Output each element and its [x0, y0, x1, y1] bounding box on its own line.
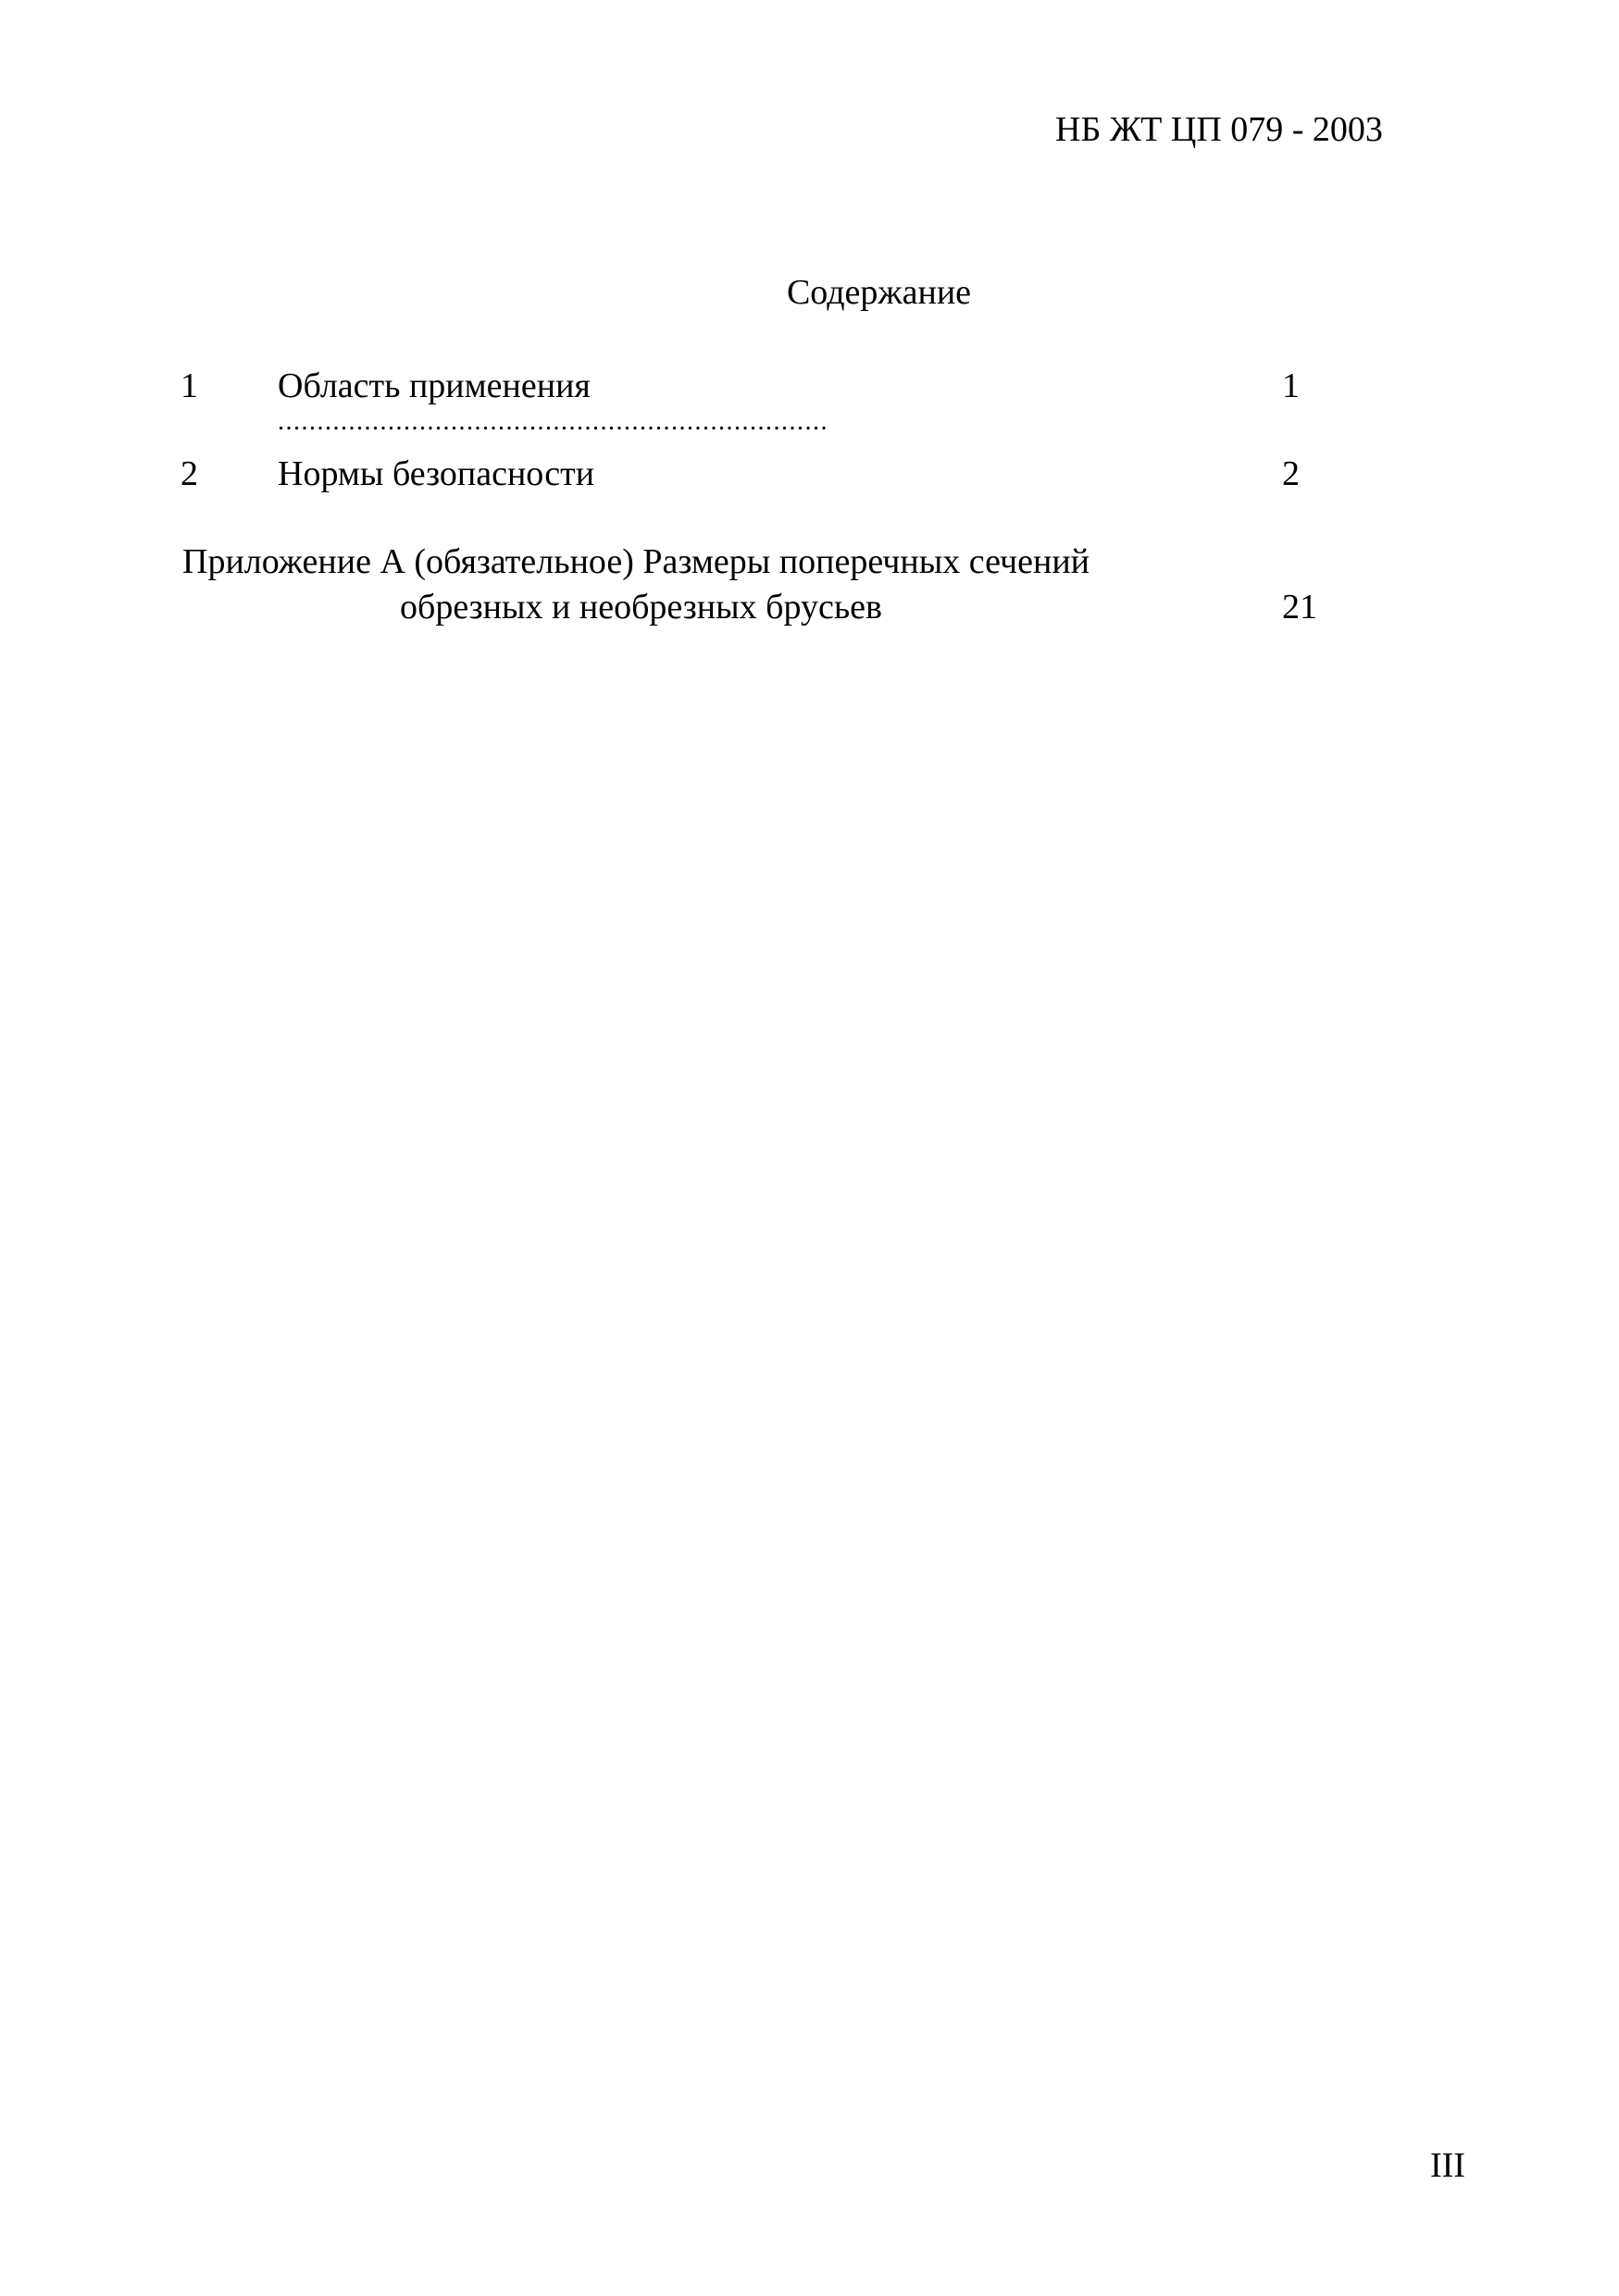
page-number: III — [1430, 2146, 1465, 2185]
toc-entry-2-number: 2 — [181, 454, 198, 493]
toc-title: Содержание — [786, 273, 972, 312]
toc-entry-2-title: Нормы безопасности — [278, 454, 595, 493]
toc-entry-1-number: 1 — [181, 366, 198, 405]
toc-appendix-title-line1: Приложение А (обязательное) Размеры поперечных сечений — [182, 542, 1090, 581]
toc-appendix-page: 21 — [1282, 588, 1317, 627]
toc-entry-2-page: 2 — [1282, 454, 1300, 493]
toc-leader-dots: ...................................................................... — [278, 407, 828, 436]
toc-entry-1-title: Область применения — [278, 366, 591, 405]
document-code: НБ ЖТ ЦП 079 - 2003 — [1055, 110, 1383, 149]
toc-appendix-title-line2: обрезных и необрезных брусьев — [400, 588, 882, 627]
toc-entry-1-page: 1 — [1282, 366, 1300, 405]
